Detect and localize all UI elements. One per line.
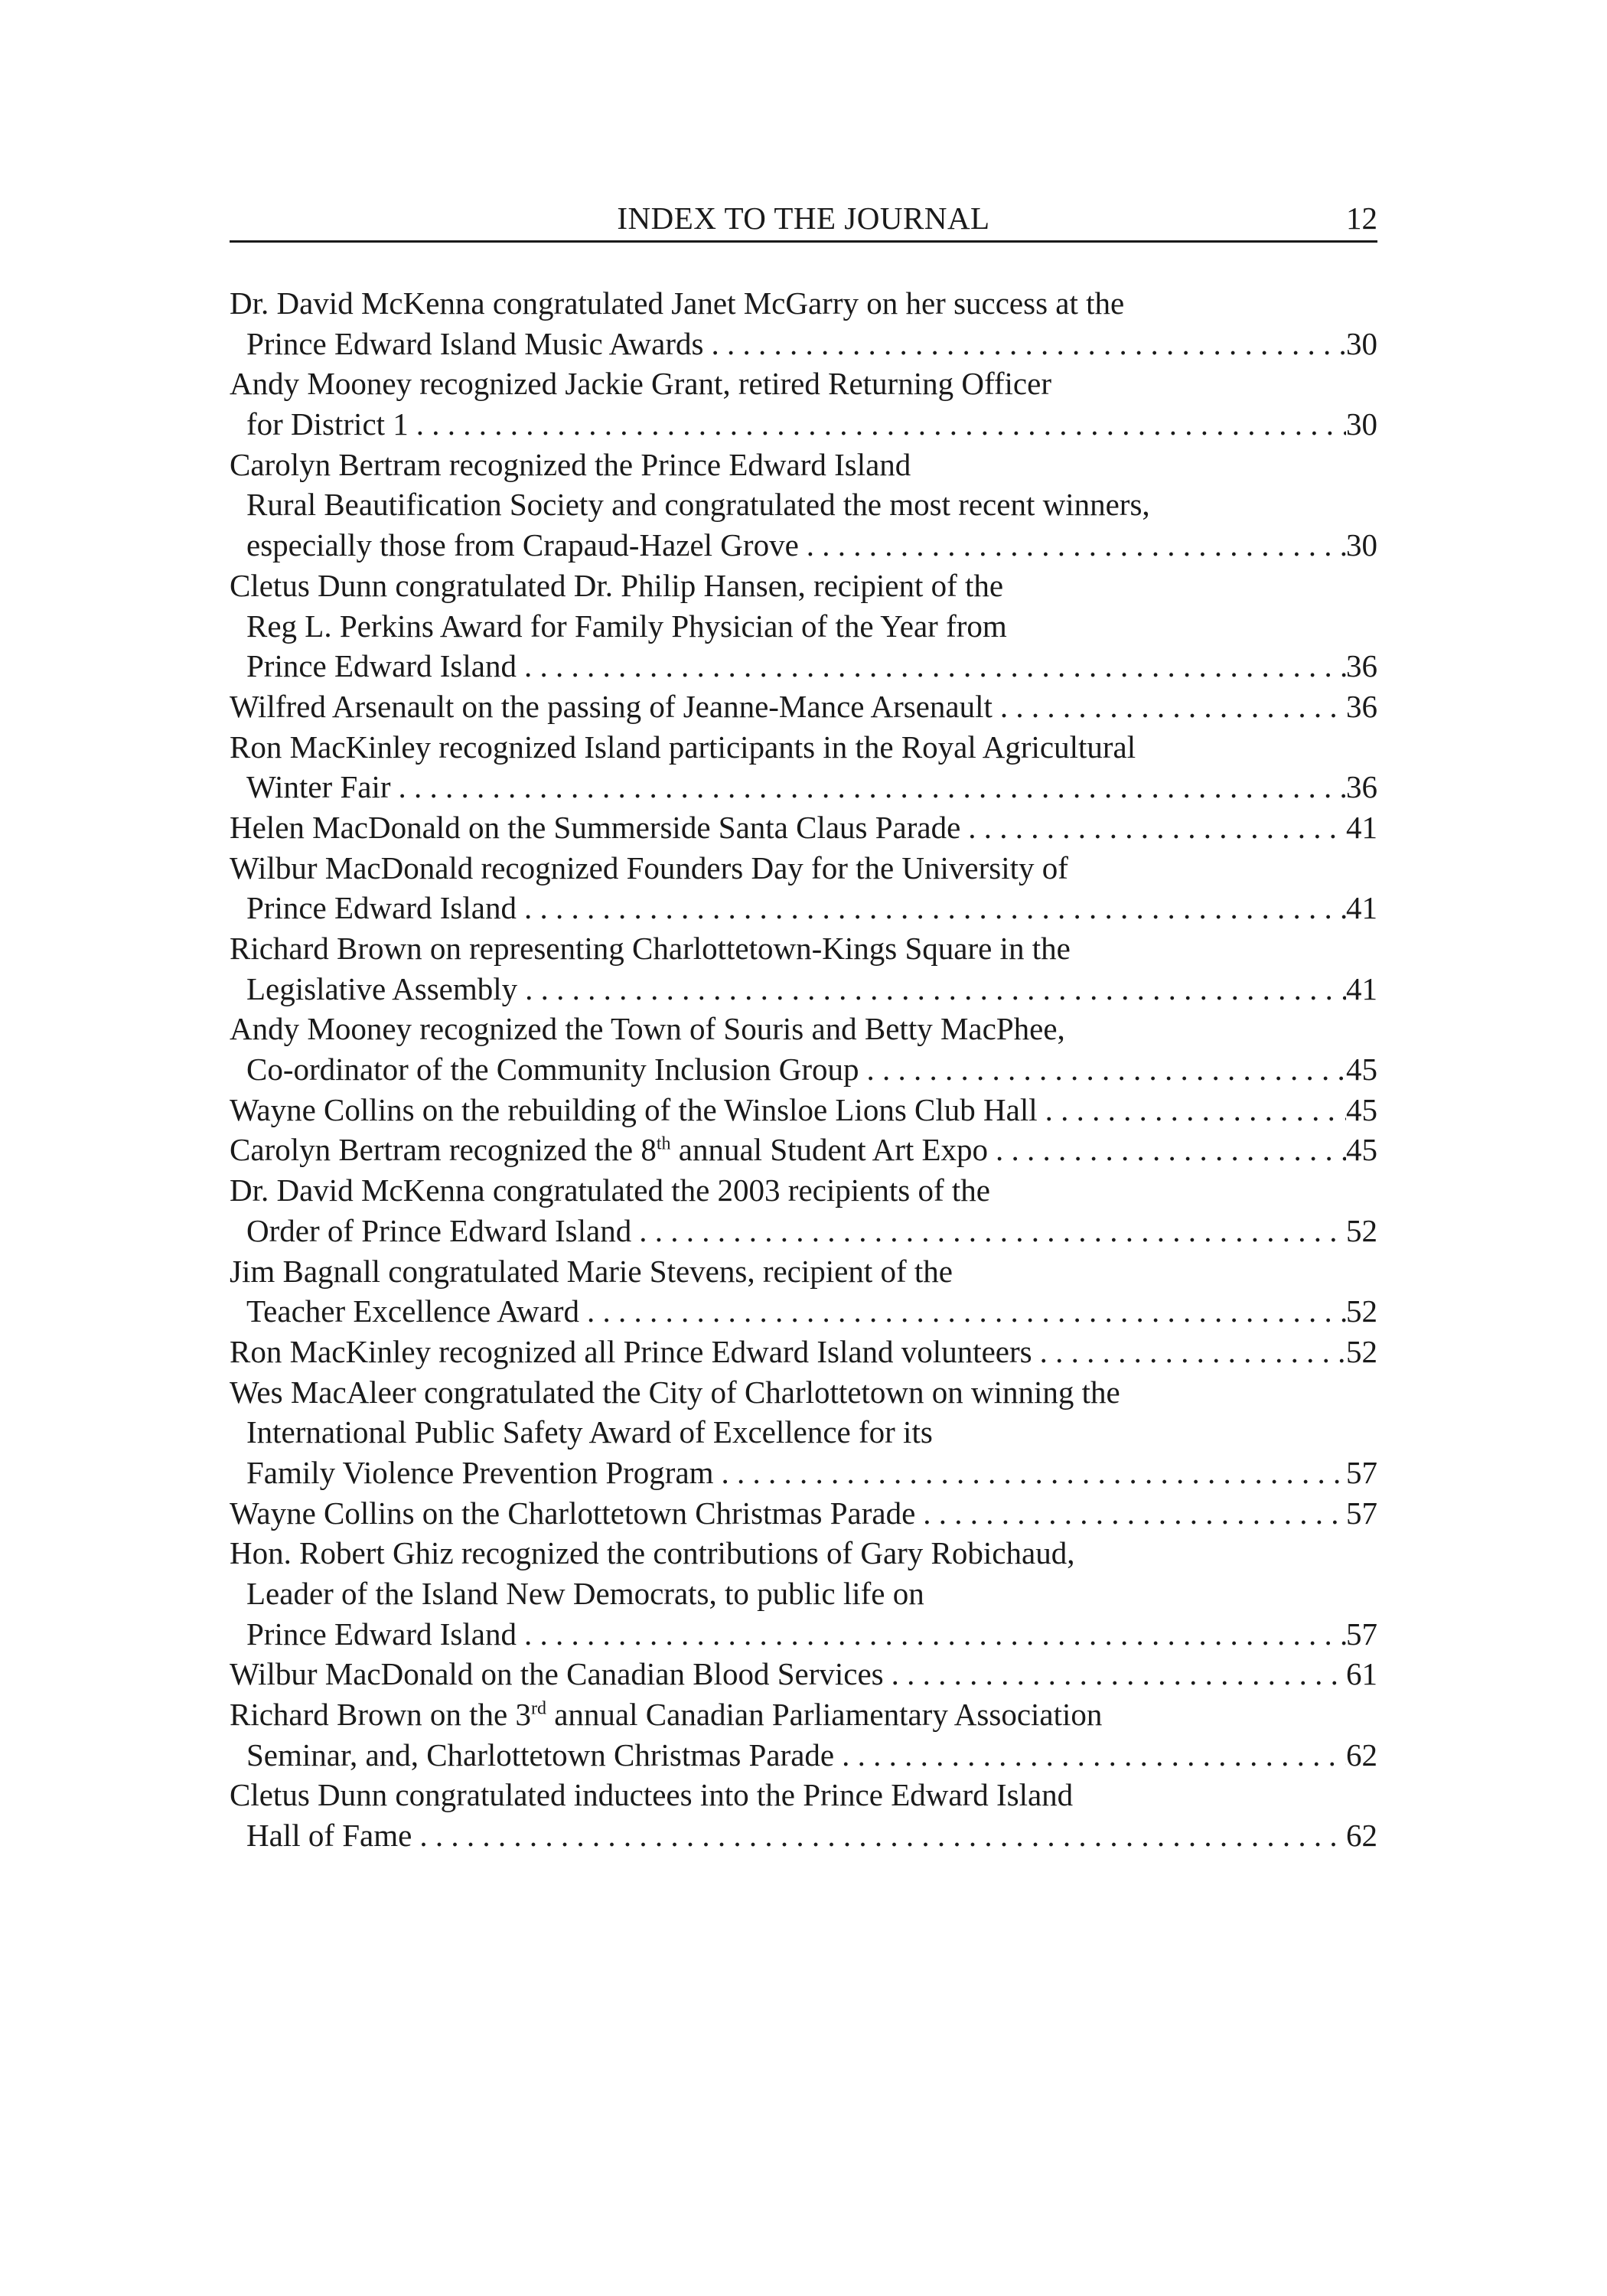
page-header: [230, 196, 1377, 243]
entry-line: [230, 1211, 1377, 1251]
index-entry: [230, 807, 1377, 848]
entry-text: Order of Prince Edward Island: [246, 1212, 632, 1248]
entry-line: Cletus Dunn congratulated inductees into the Prince Edward Island: [230, 1777, 1074, 1813]
dot-leader: [915, 1493, 1346, 1534]
entry-page-number: 52: [1346, 1293, 1377, 1329]
entry-text: Carolyn Bertram recognized the 8th annual Student Art Expo: [230, 1132, 989, 1168]
index-entry: [230, 364, 1377, 444]
entry-line: Richard Brown on the 3rd annual Canadian Parliamentary Association: [230, 1697, 1103, 1733]
entry-page-number: 41: [1346, 970, 1377, 1006]
entry-text: Winter Fair: [246, 769, 391, 805]
entry-line: Richard Brown on representing Charlottetown-Kings Square in the: [230, 931, 1071, 966]
entry-text: Ron MacKinley recognized all Prince Edward Island volunteers: [230, 1333, 1032, 1369]
entry-line: Ron MacKinley recognized Island participants in the Royal Agricultural: [230, 729, 1136, 765]
entry-line: Andy Mooney recognized Jackie Grant, retired Returning Officer: [230, 366, 1051, 402]
entry-text: Family Violence Prevention Program: [246, 1454, 714, 1490]
entry-line: International Public Safety Award of Excellence for its: [246, 1414, 933, 1450]
dot-leader: [517, 646, 1346, 687]
entry-line: [230, 1735, 1377, 1776]
entry-line: [230, 807, 1377, 848]
dot-leader: [631, 1211, 1346, 1251]
entry-line: Leader of the Island New Democrats, to public life on: [246, 1576, 924, 1611]
entry-line: [230, 1291, 1377, 1332]
entry-line: Cletus Dunn congratulated Dr. Philip Hansen, recipient of the: [230, 567, 1004, 603]
entry-line: [230, 646, 1377, 687]
index-entry: [230, 1493, 1377, 1534]
entry-page-number: 36: [1346, 648, 1377, 684]
entry-line: [230, 1493, 1377, 1534]
entry-page-number: 57: [1346, 1616, 1377, 1652]
dot-leader: [409, 404, 1346, 445]
entry-line: [230, 888, 1377, 928]
entry-line: [230, 404, 1377, 445]
entry-line: [230, 1049, 1377, 1090]
entry-line: Dr. David McKenna congratulated Janet McGarry on her success at the: [230, 285, 1125, 321]
dot-leader: [884, 1654, 1346, 1694]
entry-line: [230, 969, 1377, 1009]
entry-line: Carolyn Bertram recognized the Prince Edward Island: [230, 446, 911, 482]
index-entry: [230, 1009, 1377, 1089]
entry-page-number: 30: [1346, 527, 1377, 563]
index-entry: [230, 1251, 1377, 1332]
index-entry: [230, 687, 1377, 727]
entry-text: Prince Edward Island: [246, 890, 517, 926]
index-entry: [230, 1372, 1377, 1493]
index-entry: [230, 1130, 1377, 1170]
index-entry: [230, 848, 1377, 928]
entry-text: Co-ordinator of the Community Inclusion Group: [246, 1052, 859, 1088]
dot-leader: [988, 1130, 1346, 1170]
entry-line: [230, 1332, 1377, 1372]
entry-line: [230, 525, 1377, 566]
dot-leader: [993, 687, 1346, 727]
dot-leader: [412, 1815, 1346, 1856]
entry-line: [230, 1130, 1377, 1170]
dot-leader: [703, 324, 1346, 364]
entry-line: Andy Mooney recognized the Town of Souris and Betty MacPhee,: [230, 1011, 1065, 1047]
entry-page-number: 30: [1346, 406, 1377, 442]
index-entry: [230, 445, 1377, 566]
index-entry: [230, 283, 1377, 364]
entry-line: Wes MacAleer congratulated the City of Charlottetown on winning the: [230, 1374, 1120, 1410]
entry-page-number: 57: [1346, 1454, 1377, 1490]
entry-page-number: 62: [1346, 1737, 1377, 1773]
index-entry: [230, 1694, 1377, 1775]
entry-line: [230, 1090, 1377, 1130]
entry-text: Prince Edward Island Music Awards: [246, 325, 704, 361]
dot-leader: [390, 767, 1346, 807]
entry-line: Hon. Robert Ghiz recognized the contributions of Gary Robichaud,: [230, 1535, 1075, 1571]
entry-page-number: 45: [1346, 1091, 1377, 1127]
entry-line: [230, 1614, 1377, 1655]
entry-text: Helen MacDonald on the Summerside Santa Claus Parade: [230, 809, 961, 845]
dot-leader: [859, 1049, 1346, 1090]
index-entry: [230, 566, 1377, 687]
entry-line: Rural Beautification Society and congratulated the most recent winners,: [246, 487, 1150, 523]
dot-leader: [579, 1291, 1346, 1332]
entry-page-number: 41: [1346, 809, 1377, 845]
dot-leader: [1038, 1090, 1346, 1130]
index-entry: [230, 928, 1377, 1009]
entry-line: [230, 687, 1377, 727]
dot-leader: [799, 525, 1346, 566]
entry-line: [230, 1815, 1377, 1856]
index-entry: [230, 1332, 1377, 1372]
index-entry: [230, 1775, 1377, 1855]
entry-page-number: 62: [1346, 1818, 1377, 1854]
dot-leader: [517, 969, 1346, 1009]
page-number: 12: [1346, 201, 1377, 236]
index-entry: [230, 1654, 1377, 1694]
entry-text: Wayne Collins on the rebuilding of the Winsloe Lions Club Hall: [230, 1091, 1038, 1127]
entry-page-number: 41: [1346, 890, 1377, 926]
entry-text: Hall of Fame: [246, 1818, 412, 1854]
entry-line: Reg L. Perkins Award for Family Physician of the Year from: [246, 608, 1007, 644]
entry-page-number: 30: [1346, 325, 1377, 361]
dot-leader: [1032, 1332, 1346, 1372]
entry-line: [230, 1453, 1377, 1493]
entry-page-number: 61: [1346, 1656, 1377, 1692]
dot-leader: [714, 1453, 1346, 1493]
dot-leader: [834, 1735, 1346, 1776]
entry-line: Wilbur MacDonald recognized Founders Day for the University of: [230, 850, 1068, 885]
dot-leader: [960, 807, 1346, 848]
entry-page-number: 57: [1346, 1495, 1377, 1531]
entry-line: [230, 767, 1377, 807]
entry-text: Seminar, and, Charlottetown Christmas Parade: [246, 1737, 835, 1773]
entry-page-number: 52: [1346, 1212, 1377, 1248]
index-entry: [230, 727, 1377, 807]
entry-page-number: 45: [1346, 1132, 1377, 1168]
entry-text: Legislative Assembly: [246, 970, 518, 1006]
dot-leader: [517, 888, 1346, 928]
entry-line: Dr. David McKenna congratulated the 2003 recipients of the: [230, 1172, 990, 1208]
index-entry: [230, 1090, 1377, 1130]
entry-text: especially those from Crapaud-Hazel Grove: [246, 527, 799, 563]
entry-page-number: 45: [1346, 1052, 1377, 1088]
entry-text: Prince Edward Island: [246, 648, 517, 684]
entry-page-number: 36: [1346, 688, 1377, 724]
index-entry: [230, 1170, 1377, 1251]
entry-line: [230, 324, 1377, 364]
entry-text: Prince Edward Island: [246, 1616, 517, 1652]
entry-text: Wilbur MacDonald on the Canadian Blood Services: [230, 1656, 884, 1692]
entry-line: Jim Bagnall congratulated Marie Stevens, recipient of the: [230, 1253, 953, 1289]
index-list: [230, 283, 1377, 1856]
entry-text: Wilfred Arsenault on the passing of Jeanne-Mance Arsenault: [230, 688, 993, 724]
entry-text: Teacher Excellence Award: [246, 1293, 579, 1329]
dot-leader: [517, 1614, 1346, 1655]
entry-page-number: 36: [1346, 769, 1377, 805]
entry-page-number: 52: [1346, 1333, 1377, 1369]
index-entry: [230, 1533, 1377, 1654]
entry-text: Wayne Collins on the Charlottetown Christmas Parade: [230, 1495, 916, 1531]
entry-text: for District 1: [246, 406, 409, 442]
entry-line: [230, 1654, 1377, 1694]
running-title: INDEX TO THE JOURNAL: [617, 201, 990, 236]
